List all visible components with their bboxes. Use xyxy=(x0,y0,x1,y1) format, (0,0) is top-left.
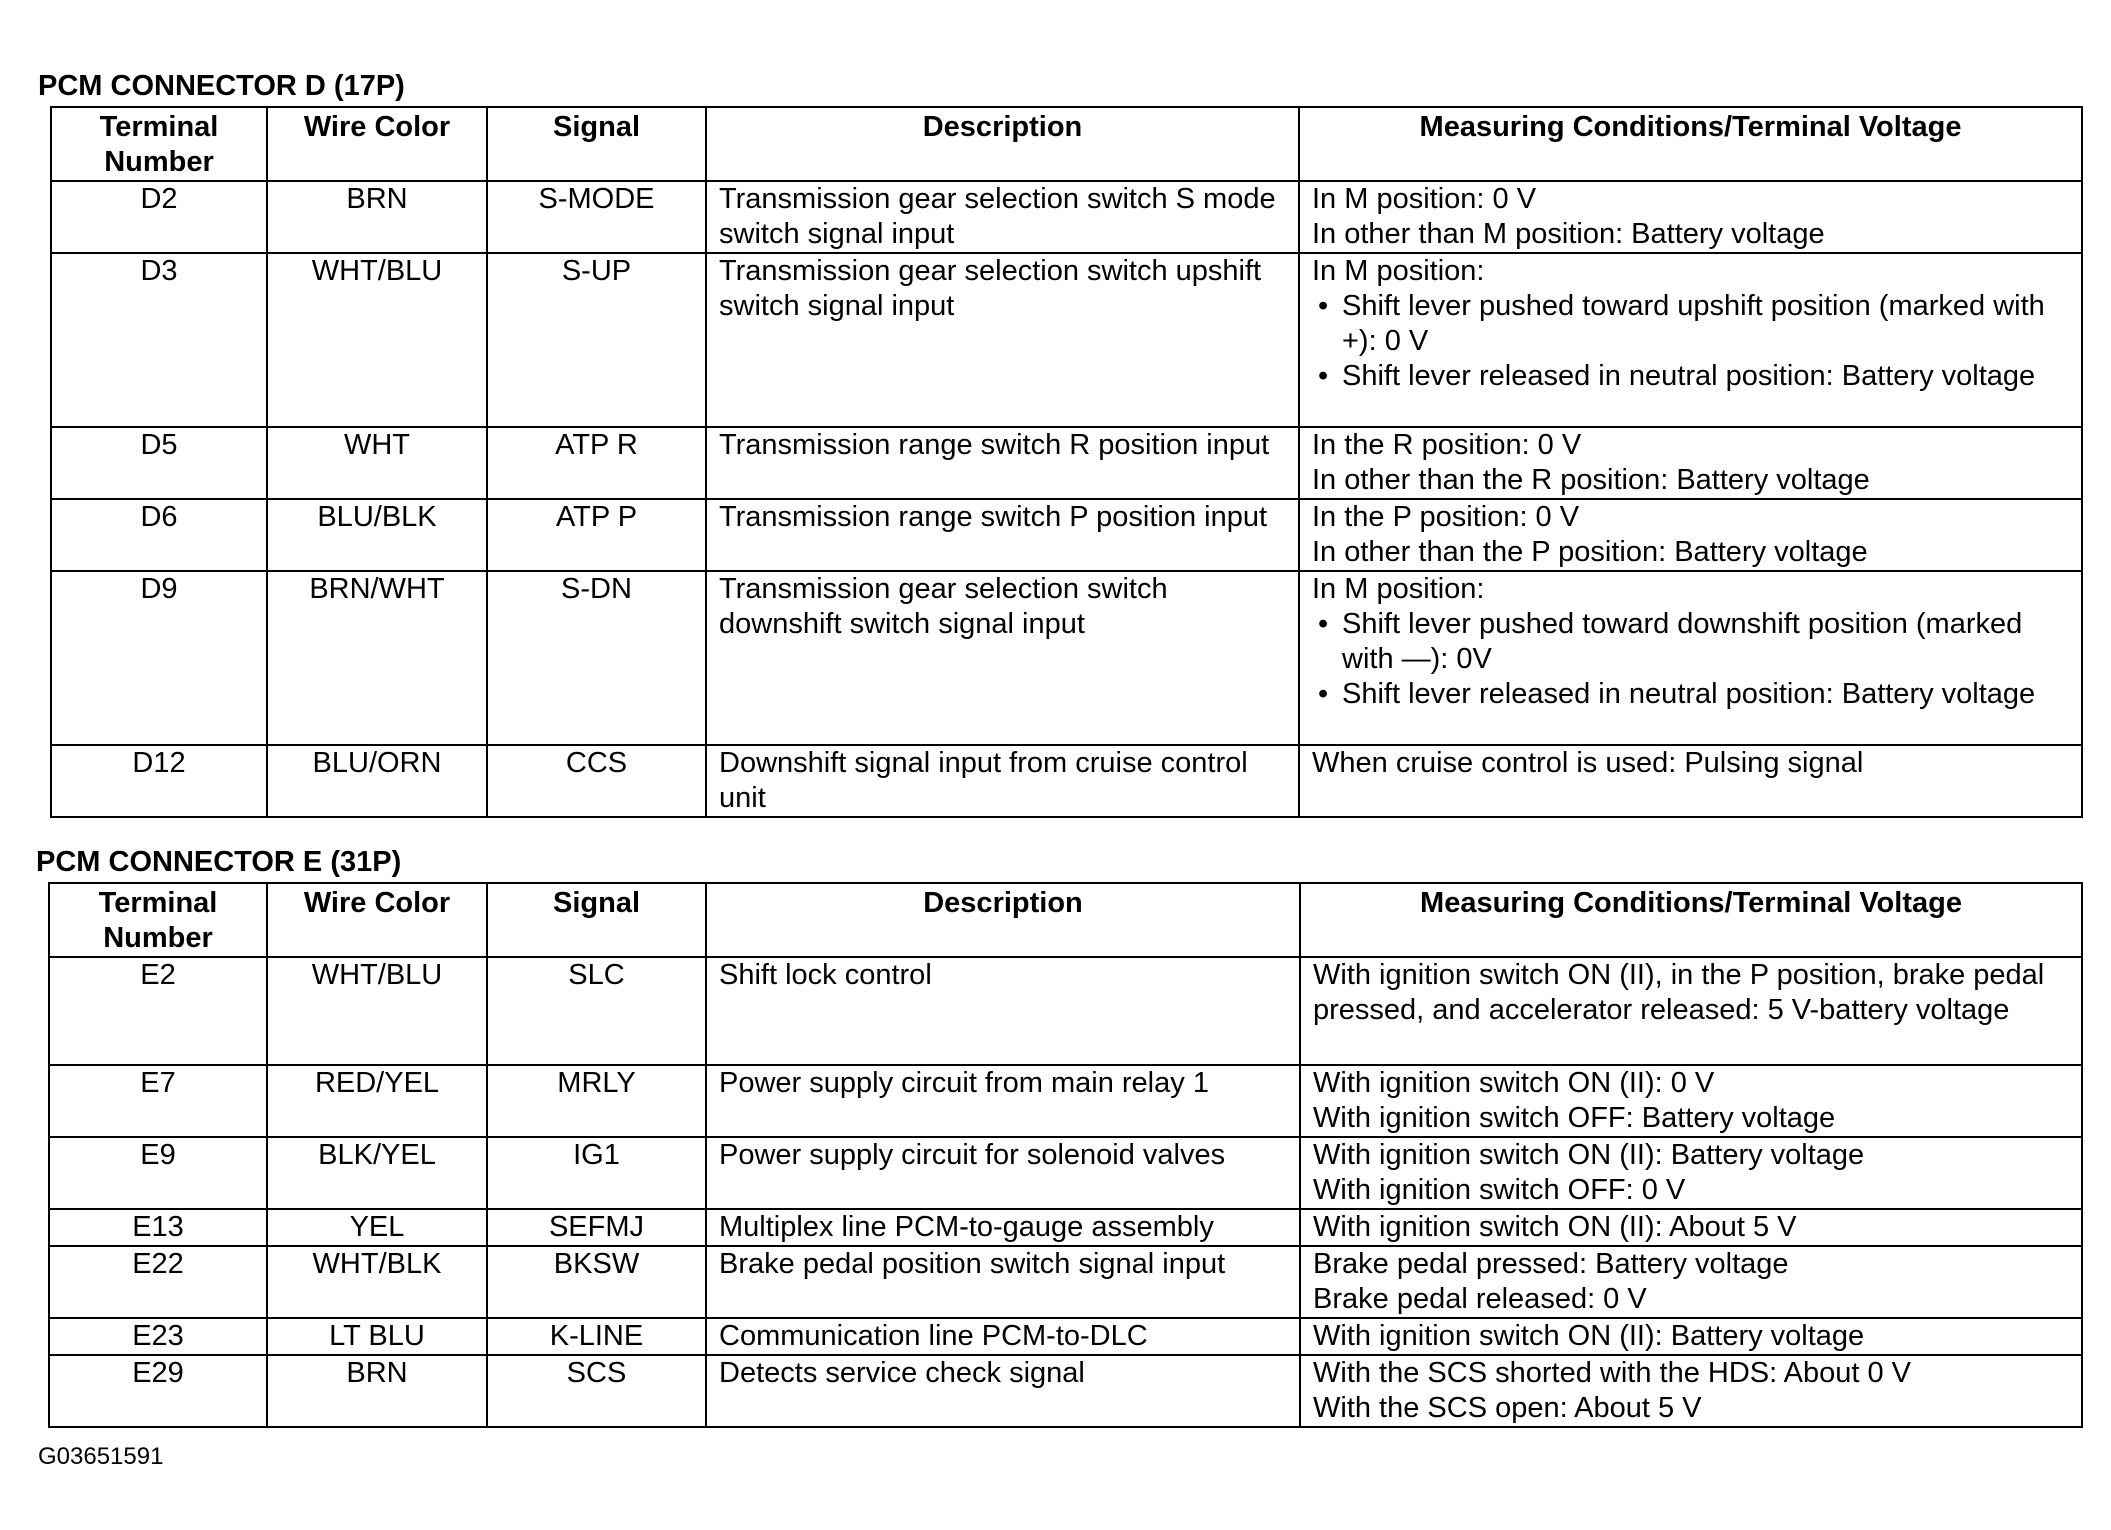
condition-line: In M position: 0 V xyxy=(1312,183,1537,215)
terminal-cell: D12 xyxy=(51,745,267,817)
connector-d-title: PCM CONNECTOR D (17P) xyxy=(38,70,405,102)
signal-cell: SCS xyxy=(487,1355,706,1427)
condition-line: With ignition switch ON (II): Battery voltage xyxy=(1313,1139,1865,1171)
table-row xyxy=(49,957,2082,1065)
wire-color-cell: BRN xyxy=(267,1355,487,1427)
terminal-cell: E7 xyxy=(49,1065,267,1137)
terminal-cell: E22 xyxy=(49,1246,267,1318)
condition-list xyxy=(1312,607,2069,712)
description-cell: Brake pedal position switch signal input xyxy=(706,1246,1300,1318)
conditions-cell xyxy=(1299,499,2082,571)
table-row xyxy=(49,1318,2082,1355)
conditions-cell xyxy=(1300,1246,2082,1318)
condition-line: With ignition switch OFF: 0 V xyxy=(1313,1174,1686,1206)
description-cell: Transmission gear selection switch S mode switch signal input xyxy=(706,181,1299,253)
condition-line: In M position: xyxy=(1312,573,1485,605)
description-cell: Power supply circuit for solenoid valves xyxy=(706,1137,1300,1209)
condition-bullet: • Shift lever pushed toward upshift position (marked with +): 0 V xyxy=(1312,289,2069,359)
condition-line: With the SCS open: About 5 V xyxy=(1313,1392,1702,1424)
wire-color-cell: BLK/YEL xyxy=(267,1137,487,1209)
wire-color-cell: BRN xyxy=(267,181,487,253)
header-terminal-number: Terminal Number xyxy=(49,883,267,957)
connector-e-table xyxy=(48,882,2083,1428)
condition-line: In other than the R position: Battery voltage xyxy=(1312,464,1870,496)
description-cell: Communication line PCM-to-DLC xyxy=(706,1318,1300,1355)
conditions-cell xyxy=(1299,253,2082,427)
wire-color-cell: WHT/BLK xyxy=(267,1246,487,1318)
condition-line: With the SCS shorted with the HDS: About 0 V xyxy=(1313,1357,1912,1389)
header-row xyxy=(49,883,2082,957)
connector-d-table xyxy=(50,106,2083,818)
description-cell: Transmission range switch P position input xyxy=(706,499,1299,571)
description-cell: Transmission range switch R position input xyxy=(706,427,1299,499)
header-signal: Signal xyxy=(487,883,706,957)
conditions-cell xyxy=(1299,181,2082,253)
signal-cell: S-MODE xyxy=(487,181,706,253)
description-cell: Transmission gear selection switch upshift switch signal input xyxy=(706,253,1299,427)
wire-color-cell: BRN/WHT xyxy=(267,571,487,745)
table-row xyxy=(51,181,2082,253)
signal-cell: S-DN xyxy=(487,571,706,745)
condition-line: Brake pedal pressed: Battery voltage xyxy=(1313,1248,1789,1280)
condition-line: With ignition switch ON (II): 0 V xyxy=(1313,1067,1715,1099)
condition-line: In other than M position: Battery voltage xyxy=(1312,218,1825,250)
header-measuring-conditions: Measuring Conditions/Terminal Voltage xyxy=(1300,883,2082,957)
wire-color-cell: WHT xyxy=(267,427,487,499)
terminal-cell: D6 xyxy=(51,499,267,571)
terminal-cell: E9 xyxy=(49,1137,267,1209)
condition-line: With ignition switch OFF: Battery voltage xyxy=(1313,1102,1836,1134)
condition-list xyxy=(1312,289,2069,394)
wire-color-cell: WHT/BLU xyxy=(267,957,487,1065)
wire-color-cell: LT BLU xyxy=(267,1318,487,1355)
connector-e-title: PCM CONNECTOR E (31P) xyxy=(36,846,402,878)
figure-id: G03651591 xyxy=(38,1443,164,1470)
signal-cell: S-UP xyxy=(487,253,706,427)
header-terminal-number: Terminal Number xyxy=(51,107,267,181)
header-description: Description xyxy=(706,107,1299,181)
terminal-cell: E13 xyxy=(49,1209,267,1246)
conditions-cell xyxy=(1299,745,2082,817)
terminal-cell: E23 xyxy=(49,1318,267,1355)
header-signal: Signal xyxy=(487,107,706,181)
condition-bullet: • Shift lever released in neutral position: Battery voltage xyxy=(1312,359,2069,394)
description-cell: Multiplex line PCM-to-gauge assembly xyxy=(706,1209,1300,1246)
description-cell: Downshift signal input from cruise control unit xyxy=(706,745,1299,817)
condition-line: When cruise control is used: Pulsing signal xyxy=(1312,747,1864,779)
description-cell: Transmission gear selection switch downshift switch signal input xyxy=(706,571,1299,745)
signal-cell: SLC xyxy=(487,957,706,1065)
condition-line: Brake pedal released: 0 V xyxy=(1313,1283,1647,1315)
wire-color-cell: RED/YEL xyxy=(267,1065,487,1137)
table-row xyxy=(49,1137,2082,1209)
table-row xyxy=(51,571,2082,745)
header-wire-color: Wire Color xyxy=(267,107,487,181)
table-row xyxy=(49,1209,2082,1246)
signal-cell: ATP R xyxy=(487,427,706,499)
terminal-cell: E2 xyxy=(49,957,267,1065)
header-row xyxy=(51,107,2082,181)
terminal-cell: E29 xyxy=(49,1355,267,1427)
condition-line: With ignition switch ON (II), in the P position, brake pedal pressed, and accelerator released: 5 V-battery voltage xyxy=(1313,959,2045,1026)
wire-color-cell: BLU/BLK xyxy=(267,499,487,571)
header-measuring-conditions: Measuring Conditions/Terminal Voltage xyxy=(1299,107,2082,181)
terminal-cell: D2 xyxy=(51,181,267,253)
table-row xyxy=(49,1065,2082,1137)
condition-line: In other than the P position: Battery voltage xyxy=(1312,536,1868,568)
table-row xyxy=(51,745,2082,817)
conditions-cell xyxy=(1300,1137,2082,1209)
condition-line: With ignition switch ON (II): About 5 V xyxy=(1313,1211,1797,1243)
condition-line: In M position: xyxy=(1312,255,1485,287)
wire-color-cell: BLU/ORN xyxy=(267,745,487,817)
terminal-cell: D9 xyxy=(51,571,267,745)
conditions-cell xyxy=(1300,1065,2082,1137)
wire-color-cell: WHT/BLU xyxy=(267,253,487,427)
signal-cell: IG1 xyxy=(487,1137,706,1209)
signal-cell: CCS xyxy=(487,745,706,817)
condition-line: With ignition switch ON (II): Battery voltage xyxy=(1313,1320,1865,1352)
conditions-cell xyxy=(1300,957,2082,1065)
condition-bullet: • Shift lever pushed toward downshift position (marked with —): 0V xyxy=(1312,607,2069,677)
signal-cell: MRLY xyxy=(487,1065,706,1137)
conditions-cell xyxy=(1300,1355,2082,1427)
conditions-cell xyxy=(1300,1318,2082,1355)
table-row xyxy=(51,499,2082,571)
table-row xyxy=(49,1355,2082,1427)
signal-cell: ATP P xyxy=(487,499,706,571)
table-row xyxy=(51,253,2082,427)
conditions-cell xyxy=(1300,1209,2082,1246)
signal-cell: K-LINE xyxy=(487,1318,706,1355)
description-cell: Detects service check signal xyxy=(706,1355,1300,1427)
wire-color-cell: YEL xyxy=(267,1209,487,1246)
header-description: Description xyxy=(706,883,1300,957)
table-row xyxy=(51,427,2082,499)
condition-line: In the P position: 0 V xyxy=(1312,501,1580,533)
signal-cell: SEFMJ xyxy=(487,1209,706,1246)
condition-line: In the R position: 0 V xyxy=(1312,429,1582,461)
header-wire-color: Wire Color xyxy=(267,883,487,957)
description-cell: Power supply circuit from main relay 1 xyxy=(706,1065,1300,1137)
table-row xyxy=(49,1246,2082,1318)
signal-cell: BKSW xyxy=(487,1246,706,1318)
terminal-cell: D5 xyxy=(51,427,267,499)
description-cell: Shift lock control xyxy=(706,957,1300,1065)
conditions-cell xyxy=(1299,427,2082,499)
terminal-cell: D3 xyxy=(51,253,267,427)
conditions-cell xyxy=(1299,571,2082,745)
condition-bullet: • Shift lever released in neutral position: Battery voltage xyxy=(1312,677,2069,712)
